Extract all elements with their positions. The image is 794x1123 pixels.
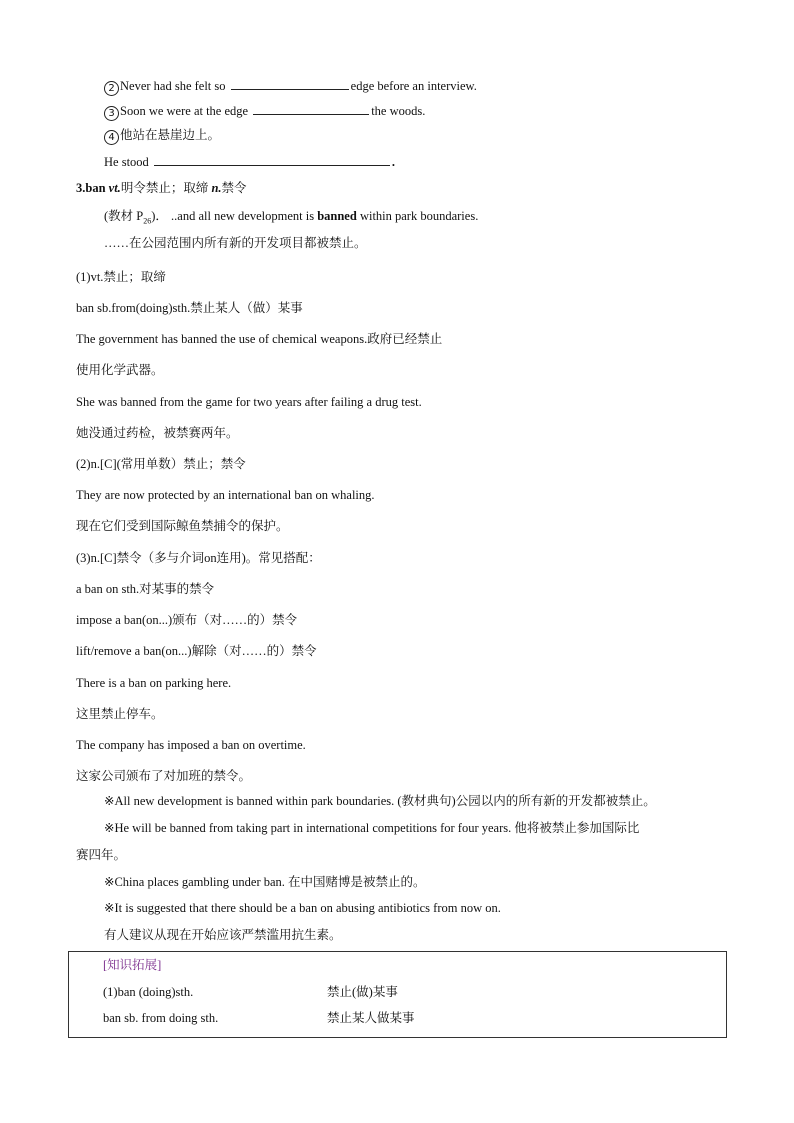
- body-line: (2)n.[C](常用单数）禁止；禁令: [76, 457, 246, 471]
- textbook-text: within park boundaries.: [356, 209, 479, 223]
- exercise-item-2: [104, 77, 477, 96]
- knowledge-box: [68, 951, 727, 1038]
- exercise-text: 他站在悬崖边上。: [120, 128, 221, 142]
- heading-word: ban: [85, 181, 106, 195]
- exercise-item-3: [104, 102, 425, 121]
- example-line: ※It is suggested that there should be a ban on abusing antibiotics from now on.: [104, 901, 501, 915]
- exercise-text: He stood: [104, 155, 149, 169]
- exercise-text: the woods.: [371, 104, 426, 118]
- knowledge-box-title: [知识拓展]: [103, 958, 162, 972]
- body-line: 使用化学武器。: [76, 363, 164, 377]
- body-line: 这里禁止停车。: [76, 707, 164, 721]
- knowledge-row-zh: 禁止(做)某事: [327, 985, 398, 999]
- circled-number: 3: [104, 106, 119, 121]
- body-line: lift/remove a ban(on...)解除（对……的）禁令: [76, 644, 317, 658]
- exercise-text: Never had she felt so: [120, 79, 226, 93]
- knowledge-row-zh: 禁止某人做某事: [327, 1011, 415, 1025]
- body-line: a ban on sth.对某事的禁令: [76, 582, 215, 596]
- heading-meaning: 禁令: [221, 181, 247, 195]
- heading-pos: n.: [211, 181, 222, 195]
- body-line: (1)vt.禁止；取缔: [76, 270, 166, 284]
- circled-number: 2: [104, 81, 119, 96]
- textbook-sentence: [104, 208, 478, 230]
- example-line: ※He will be banned from taking part in international competitions for four years. 他将被禁止参加国际比: [104, 821, 640, 835]
- knowledge-row-en: (1)ban (doing)sth.: [103, 985, 194, 999]
- body-line: She was banned from the game for two years after failing a drug test.: [76, 395, 422, 409]
- textbook-translation: ……在公园范围内所有新的开发项目都被禁止。: [104, 236, 367, 250]
- example-line: ※All new development is banned within park boundaries. (教材典句)公园以内的所有新的开发都被禁止。: [104, 794, 656, 808]
- textbook-prefix: (教材 P: [104, 209, 144, 223]
- answer-blank[interactable]: [231, 77, 349, 90]
- body-line: There is a ban on parking here.: [76, 676, 232, 690]
- heading-meaning: 明令禁止；取缔: [120, 181, 209, 195]
- example-line: 有人建议从现在开始应该严禁滥用抗生素。: [104, 928, 342, 942]
- example-line: 赛四年。: [76, 848, 127, 862]
- body-line: They are now protected by an international ban on whaling.: [76, 488, 375, 502]
- body-line: 她没通过药检，被禁赛两年。: [76, 426, 239, 440]
- heading-number: 3.: [76, 181, 86, 195]
- answer-blank[interactable]: [253, 102, 369, 115]
- knowledge-row-en: ban sb. from doing sth.: [103, 1011, 219, 1025]
- body-line: 这家公司颁布了对加班的禁令。: [76, 769, 252, 783]
- exercise-text: .: [391, 155, 396, 169]
- exercise-text: edge before an interview.: [350, 79, 477, 93]
- answer-blank[interactable]: [154, 153, 390, 166]
- exercise-item-4: [104, 127, 220, 145]
- heading-pos: vt.: [108, 181, 121, 195]
- exercise-item-4-answer: [104, 153, 395, 170]
- circled-number: 4: [104, 130, 119, 145]
- body-line: 现在它们受到国际鲸鱼禁捕令的保护。: [76, 519, 289, 533]
- textbook-bold: banned: [317, 209, 357, 223]
- body-line: ban sb.from(doing)sth.禁止某人（做）某事: [76, 301, 303, 315]
- body-line: impose a ban(on...)颁布（对……的）禁令: [76, 613, 298, 627]
- word-heading: [76, 180, 247, 196]
- textbook-suffix: )．: [151, 209, 168, 223]
- body-line: The government has banned the use of chemical weapons.政府已经禁止: [76, 332, 443, 346]
- body-line: The company has imposed a ban on overtime.: [76, 738, 306, 752]
- exercise-text: Soon we were at the edge: [120, 104, 249, 118]
- textbook-text: ..and all new development is: [171, 209, 318, 223]
- body-line: (3)n.[C]禁令（多与介词on连用)。常见搭配：: [76, 551, 321, 565]
- textbook-page: 26: [143, 216, 152, 226]
- example-line: ※China places gambling under ban. 在中国赌博是被禁止的。: [104, 875, 426, 889]
